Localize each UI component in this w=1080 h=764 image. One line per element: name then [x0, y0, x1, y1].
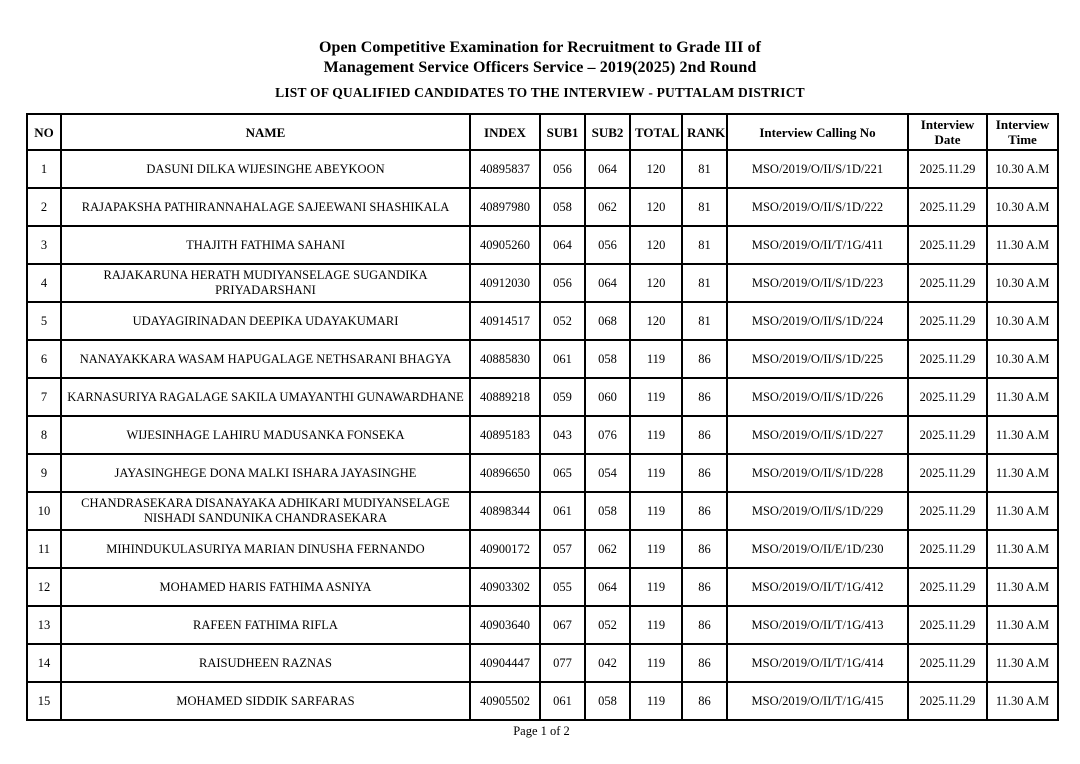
cell-index: 40905502 — [470, 682, 540, 720]
cell-sub1: 064 — [540, 226, 585, 264]
cell-time: 11.30 A.M — [987, 416, 1058, 454]
column-header-name: NAME — [61, 114, 470, 150]
cell-total: 120 — [630, 264, 682, 302]
cell-date: 2025.11.29 — [908, 568, 987, 606]
cell-sub2: 064 — [585, 150, 630, 188]
cell-date: 2025.11.29 — [908, 264, 987, 302]
cell-calling-no: MSO/2019/O/II/T/1G/412 — [727, 568, 908, 606]
qualified-candidates-table — [26, 113, 1059, 721]
cell-rank: 86 — [682, 568, 727, 606]
cell-name: MOHAMED HARIS FATHIMA ASNIYA — [61, 568, 470, 606]
page-number: Page 1 of 2 — [513, 724, 570, 738]
cell-no: 12 — [27, 568, 61, 606]
table-header — [27, 114, 1058, 150]
cell-calling-no: MSO/2019/O/II/T/1G/411 — [727, 226, 908, 264]
table-row — [27, 188, 1058, 226]
table-row — [27, 568, 1058, 606]
cell-name: UDAYAGIRINADAN DEEPIKA UDAYAKUMARI — [61, 302, 470, 340]
cell-total: 119 — [630, 530, 682, 568]
cell-name: WIJESINHAGE LAHIRU MADUSANKA FONSEKA — [61, 416, 470, 454]
cell-index: 40885830 — [470, 340, 540, 378]
table-row — [27, 378, 1058, 416]
cell-time: 11.30 A.M — [987, 606, 1058, 644]
cell-calling-no: MSO/2019/O/II/S/1D/222 — [727, 188, 908, 226]
cell-sub1: 052 — [540, 302, 585, 340]
cell-total: 119 — [630, 568, 682, 606]
cell-time: 11.30 A.M — [987, 492, 1058, 530]
cell-name: MOHAMED SIDDIK SARFARAS — [61, 682, 470, 720]
cell-name: KARNASURIYA RAGALAGE SAKILA UMAYANTHI GUNAWARDHANE — [61, 378, 470, 416]
cell-sub2: 058 — [585, 682, 630, 720]
cell-sub2: 042 — [585, 644, 630, 682]
cell-date: 2025.11.29 — [908, 416, 987, 454]
cell-date: 2025.11.29 — [908, 150, 987, 188]
cell-sub1: 067 — [540, 606, 585, 644]
cell-rank: 86 — [682, 644, 727, 682]
cell-date: 2025.11.29 — [908, 378, 987, 416]
cell-date: 2025.11.29 — [908, 302, 987, 340]
cell-total: 119 — [630, 644, 682, 682]
candidates-table-body — [27, 150, 1058, 720]
cell-name: DASUNI DILKA WIJESINGHE ABEYKOON — [61, 150, 470, 188]
cell-no: 3 — [27, 226, 61, 264]
cell-sub1: 057 — [540, 530, 585, 568]
cell-name: CHANDRASEKARA DISANAYAKA ADHIKARI MUDIYANSELAGE NISHADI SANDUNIKA CHANDRASEKARA — [61, 492, 470, 530]
cell-rank: 86 — [682, 682, 727, 720]
cell-index: 40903302 — [470, 568, 540, 606]
column-header-total: TOTAL — [630, 114, 682, 150]
table-row — [27, 340, 1058, 378]
cell-index: 40903640 — [470, 606, 540, 644]
cell-total: 120 — [630, 302, 682, 340]
column-header-sub2: SUB2 — [585, 114, 630, 150]
cell-sub1: 056 — [540, 150, 585, 188]
cell-name: THAJITH FATHIMA SAHANI — [61, 226, 470, 264]
cell-name: JAYASINGHEGE DONA MALKI ISHARA JAYASINGHE — [61, 454, 470, 492]
cell-time: 10.30 A.M — [987, 150, 1058, 188]
cell-total: 119 — [630, 492, 682, 530]
column-header-sub1: SUB1 — [540, 114, 585, 150]
table-row — [27, 492, 1058, 530]
cell-index: 40889218 — [470, 378, 540, 416]
table-row — [27, 644, 1058, 682]
cell-sub2: 068 — [585, 302, 630, 340]
cell-calling-no: MSO/2019/O/II/T/1G/415 — [727, 682, 908, 720]
cell-calling-no: MSO/2019/O/II/T/1G/414 — [727, 644, 908, 682]
cell-no: 9 — [27, 454, 61, 492]
cell-sub1: 056 — [540, 264, 585, 302]
cell-name: MIHINDUKULASURIYA MARIAN DINUSHA FERNANDO — [61, 530, 470, 568]
cell-no: 7 — [27, 378, 61, 416]
cell-index: 40898344 — [470, 492, 540, 530]
cell-time: 10.30 A.M — [987, 302, 1058, 340]
cell-sub1: 061 — [540, 492, 585, 530]
column-header-no: NO — [27, 114, 61, 150]
cell-date: 2025.11.29 — [908, 454, 987, 492]
cell-sub2: 062 — [585, 188, 630, 226]
table-row — [27, 302, 1058, 340]
cell-index: 40900172 — [470, 530, 540, 568]
cell-time: 11.30 A.M — [987, 530, 1058, 568]
cell-sub2: 060 — [585, 378, 630, 416]
cell-time: 11.30 A.M — [987, 682, 1058, 720]
cell-name: NANAYAKKARA WASAM HAPUGALAGE NETHSARANI BHAGYA — [61, 340, 470, 378]
cell-index: 40904447 — [470, 644, 540, 682]
cell-calling-no: MSO/2019/O/II/S/1D/223 — [727, 264, 908, 302]
cell-time: 11.30 A.M — [987, 644, 1058, 682]
cell-date: 2025.11.29 — [908, 492, 987, 530]
cell-sub2: 062 — [585, 530, 630, 568]
cell-rank: 81 — [682, 302, 727, 340]
cell-date: 2025.11.29 — [908, 606, 987, 644]
cell-rank: 86 — [682, 492, 727, 530]
cell-total: 119 — [630, 606, 682, 644]
cell-sub2: 058 — [585, 340, 630, 378]
cell-time: 11.30 A.M — [987, 568, 1058, 606]
cell-date: 2025.11.29 — [908, 226, 987, 264]
cell-name: RAISUDHEEN RAZNAS — [61, 644, 470, 682]
cell-index: 40895183 — [470, 416, 540, 454]
cell-index: 40895837 — [470, 150, 540, 188]
cell-rank: 86 — [682, 340, 727, 378]
cell-name: RAFEEN FATHIMA RIFLA — [61, 606, 470, 644]
cell-sub2: 076 — [585, 416, 630, 454]
cell-name: RAJAPAKSHA PATHIRANNAHALAGE SAJEEWANI SHASHIKALA — [61, 188, 470, 226]
cell-no: 14 — [27, 644, 61, 682]
cell-sub1: 077 — [540, 644, 585, 682]
cell-calling-no: MSO/2019/O/II/E/1D/230 — [727, 530, 908, 568]
cell-time: 11.30 A.M — [987, 378, 1058, 416]
cell-no: 6 — [27, 340, 61, 378]
cell-rank: 81 — [682, 188, 727, 226]
column-header-interview-date: Interview Date — [908, 114, 987, 150]
cell-sub1: 055 — [540, 568, 585, 606]
cell-calling-no: MSO/2019/O/II/S/1D/221 — [727, 150, 908, 188]
cell-calling-no: MSO/2019/O/II/S/1D/228 — [727, 454, 908, 492]
table-row — [27, 606, 1058, 644]
table-row — [27, 150, 1058, 188]
cell-sub1: 065 — [540, 454, 585, 492]
cell-total: 120 — [630, 226, 682, 264]
table-row — [27, 530, 1058, 568]
cell-rank: 86 — [682, 416, 727, 454]
cell-total: 119 — [630, 340, 682, 378]
table-row — [27, 454, 1058, 492]
cell-sub2: 064 — [585, 568, 630, 606]
cell-no: 10 — [27, 492, 61, 530]
cell-sub1: 059 — [540, 378, 585, 416]
document-title-line2: Management Service Officers Service – 2019(2025) 2nd Round — [323, 59, 757, 76]
cell-index: 40897980 — [470, 188, 540, 226]
table-row — [27, 264, 1058, 302]
cell-time: 10.30 A.M — [987, 264, 1058, 302]
cell-total: 119 — [630, 454, 682, 492]
cell-rank: 86 — [682, 454, 727, 492]
cell-index: 40905260 — [470, 226, 540, 264]
cell-date: 2025.11.29 — [908, 340, 987, 378]
cell-rank: 81 — [682, 264, 727, 302]
column-header-index: INDEX — [470, 114, 540, 150]
cell-sub2: 064 — [585, 264, 630, 302]
cell-no: 13 — [27, 606, 61, 644]
cell-rank: 81 — [682, 150, 727, 188]
cell-time: 11.30 A.M — [987, 226, 1058, 264]
document-subtitle: LIST OF QUALIFIED CANDIDATES TO THE INTERVIEW - PUTTALAM DISTRICT — [275, 85, 805, 100]
cell-sub2: 054 — [585, 454, 630, 492]
table-header-row — [27, 114, 1058, 150]
cell-sub1: 058 — [540, 188, 585, 226]
cell-sub2: 056 — [585, 226, 630, 264]
cell-total: 119 — [630, 682, 682, 720]
cell-time: 10.30 A.M — [987, 188, 1058, 226]
cell-calling-no: MSO/2019/O/II/S/1D/224 — [727, 302, 908, 340]
column-header-interview-calling-no: Interview Calling No — [727, 114, 908, 150]
cell-sub2: 058 — [585, 492, 630, 530]
cell-total: 119 — [630, 416, 682, 454]
table-row — [27, 682, 1058, 720]
cell-calling-no: MSO/2019/O/II/S/1D/225 — [727, 340, 908, 378]
table-row — [27, 416, 1058, 454]
cell-no: 15 — [27, 682, 61, 720]
cell-rank: 86 — [682, 530, 727, 568]
cell-no: 1 — [27, 150, 61, 188]
cell-calling-no: MSO/2019/O/II/S/1D/226 — [727, 378, 908, 416]
cell-calling-no: MSO/2019/O/II/S/1D/229 — [727, 492, 908, 530]
cell-time: 10.30 A.M — [987, 340, 1058, 378]
cell-no: 5 — [27, 302, 61, 340]
cell-date: 2025.11.29 — [908, 644, 987, 682]
cell-index: 40896650 — [470, 454, 540, 492]
document-header — [0, 0, 1080, 101]
cell-name: RAJAKARUNA HERATH MUDIYANSELAGE SUGANDIKA PRIYADARSHANI — [61, 264, 470, 302]
cell-sub1: 043 — [540, 416, 585, 454]
cell-rank: 81 — [682, 226, 727, 264]
cell-time: 11.30 A.M — [987, 454, 1058, 492]
cell-date: 2025.11.29 — [908, 682, 987, 720]
cell-date: 2025.11.29 — [908, 188, 987, 226]
column-header-rank: RANK — [682, 114, 727, 150]
cell-index: 40912030 — [470, 264, 540, 302]
cell-rank: 86 — [682, 606, 727, 644]
cell-calling-no: MSO/2019/O/II/S/1D/227 — [727, 416, 908, 454]
cell-date: 2025.11.29 — [908, 530, 987, 568]
cell-sub2: 052 — [585, 606, 630, 644]
cell-index: 40914517 — [470, 302, 540, 340]
cell-rank: 86 — [682, 378, 727, 416]
cell-calling-no: MSO/2019/O/II/T/1G/413 — [727, 606, 908, 644]
cell-sub1: 061 — [540, 682, 585, 720]
table-row — [27, 226, 1058, 264]
cell-no: 2 — [27, 188, 61, 226]
cell-no: 4 — [27, 264, 61, 302]
document-title-line1: Open Competitive Examination for Recruitment to Grade III of — [318, 39, 762, 56]
cell-no: 8 — [27, 416, 61, 454]
cell-total: 119 — [630, 378, 682, 416]
cell-no: 11 — [27, 530, 61, 568]
cell-sub1: 061 — [540, 340, 585, 378]
cell-total: 120 — [630, 188, 682, 226]
column-header-interview-time: Interview Time — [987, 114, 1058, 150]
cell-total: 120 — [630, 150, 682, 188]
